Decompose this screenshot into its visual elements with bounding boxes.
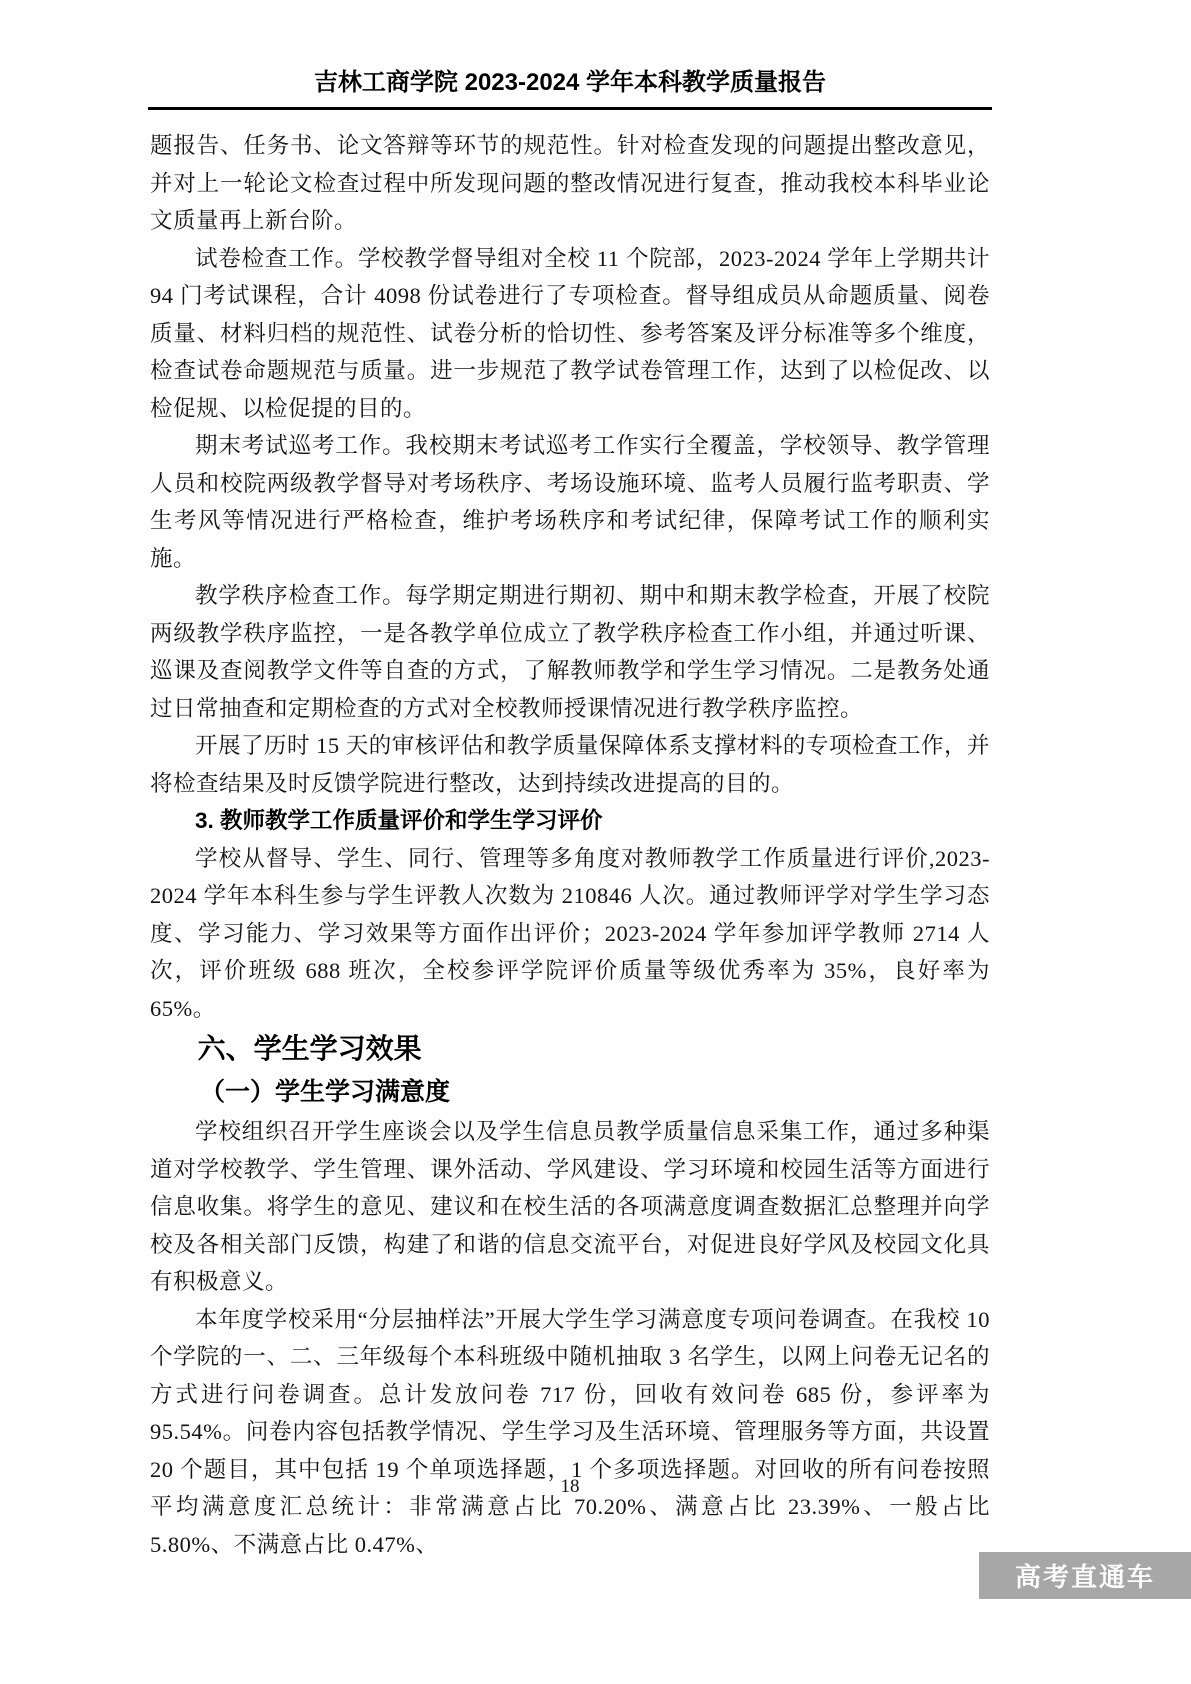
paragraph: 期末考试巡考工作。我校期末考试巡考工作实行全覆盖，学校领导、教学管理人员和校院两级教学督导对考场秩序、考场设施环境、监考人员履行监考职责、学生考风等情况进行严格检查，维护考场秩序和考试纪律，保障考试工作的顺利实施。	[150, 433, 990, 571]
paragraph: 学校组织召开学生座谈会以及学生信息员教学质量信息采集工作，通过多种渠道对学校教学、学生管理、课外活动、学风建设、学习环境和校园生活等方面进行信息收集。将学生的意见、建议和在校生活的各项满意度调查数据汇总整理并向学校及各相关部门反馈，构建了和谐的信息交流平台，对促进良好学风及校园文化具有积极意义。	[150, 1119, 990, 1294]
section-heading-level1: 六、学生学习效果	[197, 1033, 422, 1064]
header-divider	[148, 107, 992, 110]
watermark-badge: 高考直通车	[979, 1552, 1191, 1599]
paragraph: 学校从督导、学生、同行、管理等多角度对教师教学工作质量进行评价,2023-2024 学年本科生参与学生评教人次数为 210846 人次。通过教师评学对学生学习态度、学习能力、学习效果等方面作出评价；2023-2024 学年参加评学教师 2714 人次，评价班级 688 班次，全校参评学院评价质量等级优秀率为 35%，良好率为 65%。	[150, 845, 990, 1021]
section-heading-level3: 3. 教师教学工作质量评价和学生学习评价	[195, 808, 603, 833]
page-header-title: 吉林工商学院 2023-2024 学年本科教学质量报告	[313, 69, 827, 96]
paragraph: 本年度学校采用“分层抽样法”开展大学生学习满意度专项问卷调查。在我校 10 个学院的一、二、三年级每个本科班级中随机抽取 3 名学生，以网上问卷无记名的方式进行问卷调查。总计发放问卷 717 份，回收有效问卷 685 份，参评率为 95.54%。问卷内容包括教学情况、学生学习及生活环境、管理服务等方面，共设置 20 个题目，其中包括 19 个单项选择题，1 个多项选择题。对回收的所有问卷按照平均满意度汇总统计：非常满意占比 70.20%、满意占比 23.39%、一般占比 5.80%、不满意占比 0.47%、	[150, 1306, 990, 1557]
paragraph: 开展了历时 15 天的审核评估和教学质量保障体系支撑材料的专项检查工作，并将检查结果及时反馈学院进行整改，达到持续改进提高的目的。	[150, 733, 990, 796]
document-body	[150, 127, 990, 1563]
paragraph-continuation: 题报告、任务书、论文答辩等环节的规范性。针对检查发现的问题提出整改意见，并对上一轮论文检查过程中所发现问题的整改情况进行复查，推动我校本科毕业论文质量再上新台阶。	[150, 133, 990, 233]
section-heading-level2: （一）学生学习满意度	[200, 1078, 451, 1106]
paragraph: 教学秩序检查工作。每学期定期进行期初、期中和期末教学检查，开展了校院两级教学秩序监控，一是各教学单位成立了教学秩序检查工作小组，并通过听课、巡课及查阅教学文件等自查的方式，了解教师教学和学生学习情况。二是教务处通过日常抽查和定期检查的方式对全校教师授课情况进行教学秩序监控。	[150, 583, 990, 721]
paragraph: 试卷检查工作。学校教学督导组对全校 11 个院部，2023-2024 学年上学期共计 94 门考试课程，合计 4098 份试卷进行了专项检查。督导组成员从命题质量、阅卷质量、材料归档的规范性、试卷分析的恰切性、参考答案及评分标准等多个维度，检查试卷命题规范与质量。进一步规范了教学试卷管理工作，达到了以检促改、以检促规、以检促提的目的。	[150, 245, 990, 421]
page-number: 18	[560, 1476, 580, 1497]
